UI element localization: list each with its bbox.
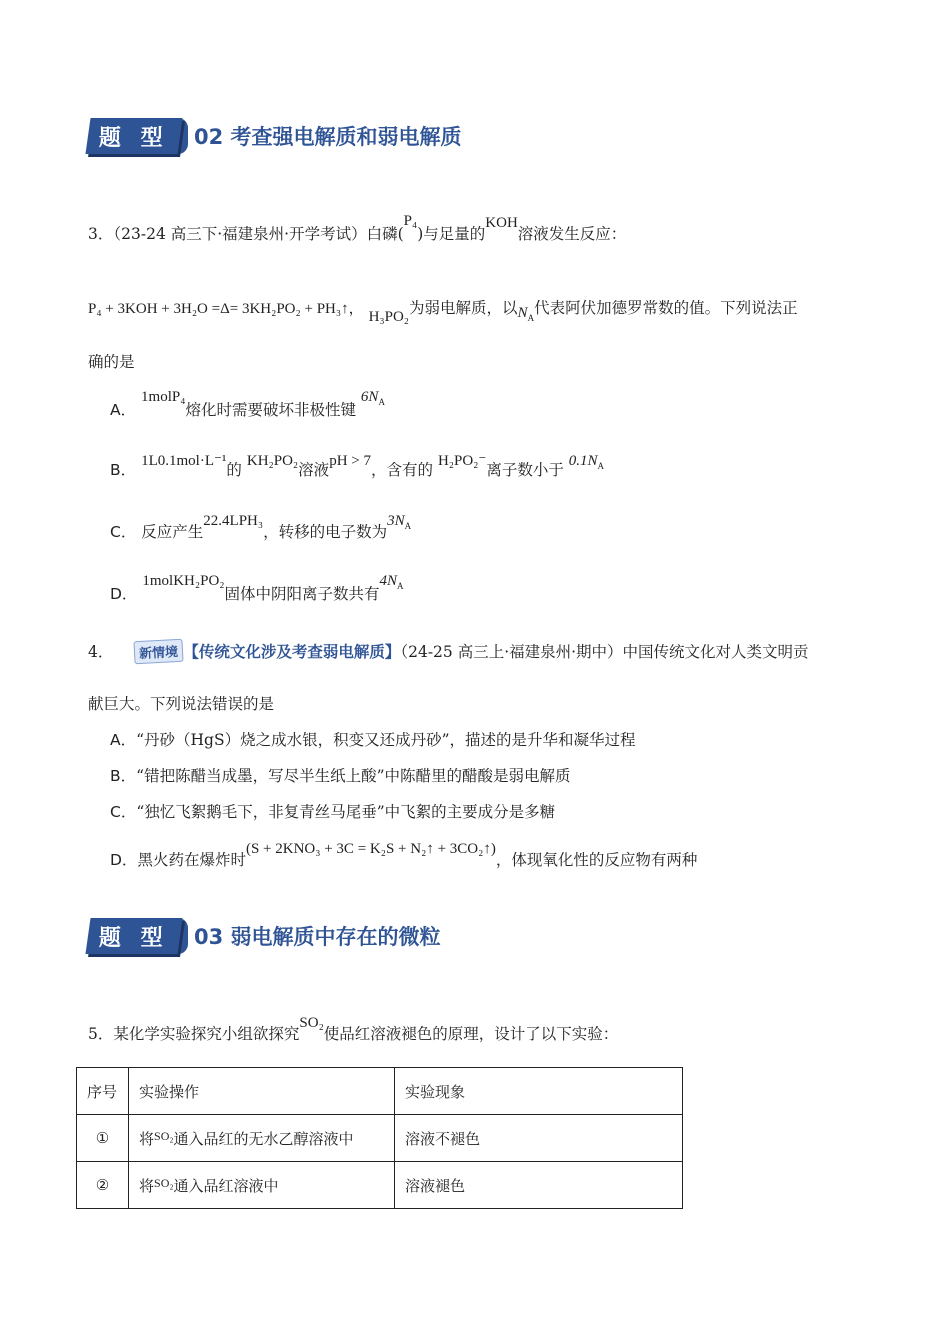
section-title: 02 考查强电解质和弱电解质 (194, 125, 462, 149)
table-cell: 溶液不褪色 (395, 1115, 683, 1162)
experiment-table (76, 1067, 683, 1209)
table-header-row (77, 1068, 683, 1115)
table-row (77, 1162, 683, 1209)
table-cell: 溶液褪色 (395, 1162, 683, 1209)
table-row (77, 1115, 683, 1162)
q3-stem-line3: 确的是 (88, 353, 135, 371)
table-header: 实验操作 (129, 1068, 395, 1115)
section-title: 03 弱电解质中存在的微粒 (194, 925, 441, 949)
question-number: 5． (88, 1025, 114, 1043)
q3-stem-line2: P₄ + 3KOH + 3H₂O =Δ= 3KH₂PO₂ + PH₃↑， H₃PO₂为弱电解质，以$N_A$代表阿伏加德罗常数的值。下列说法正 (88, 299, 798, 325)
q3-stem-line1: 3．（23-24 高三下·福建泉州·开学考试）白磷(P₄)与足量的KOH溶液发生反应： (88, 213, 627, 243)
q3-option-b: B． 1L0.1mol·L⁻¹的 KH₂PO₂溶液pH > 7，含有的 H₂PO₂⁻离子数小于 $0.1N_A$ (110, 453, 605, 479)
q4-option-d: D．黑火药在爆炸时(S + 2KNO₃ + 3C = K₂S + N₂↑ + 3CO₂↑)，体现氧化性的反应物有两种 (110, 841, 698, 869)
topic-label: 【传统文化涉及考查弱电解质】 (183, 643, 401, 661)
section-badge: 题 型 (85, 118, 182, 154)
q3-option-a: A． 1molP₄熔化时需要破坏非极性键 $6N_A$ (110, 389, 385, 419)
table-cell: 将$^{SO_2}$通入品红溶液中 (129, 1162, 395, 1209)
table-header: 序号 (77, 1068, 129, 1115)
table-header: 实验现象 (395, 1068, 683, 1115)
table-cell: ② (77, 1162, 129, 1209)
reaction-equation: P₄ + 3KOH + 3H₂O =Δ= 3KH₂PO₂ + PH₃↑， (88, 301, 364, 317)
question-number: 4． (88, 643, 114, 661)
q3-option-c: C． 反应产生22.4LPH₃，转移的电子数为$3N_A$ (110, 513, 412, 541)
section-banner-02 (88, 118, 462, 154)
section-badge: 题 型 (85, 918, 182, 954)
q4-option-c: C．“独忆飞絮鹅毛下，非复青丝马尾垂”中飞絮的主要成分是多糖 (110, 803, 556, 821)
table-cell: ① (77, 1115, 129, 1162)
q5-stem: 5．某化学实验探究小组欲探究SO₂使品红溶液褪色的原理，设计了以下实验： (88, 1015, 619, 1043)
table-cell: 将$^{SO_2}$通入品红的无水乙醇溶液中 (129, 1115, 395, 1162)
q4-option-b: B．“错把陈醋当成墨，写尽半生纸上酸”中陈醋里的醋酸是弱电解质 (110, 767, 571, 785)
q4-stem-line1: 4． 新情境 【传统文化涉及考查弱电解质】（24-25 高三上·福建泉州·期中）中国传统文化对人类文明贡 (88, 640, 809, 663)
question-number: 3． (88, 225, 114, 243)
section-banner-03 (88, 918, 441, 954)
q4-stem-line2: 献巨大。下列说法错误的是 (88, 695, 275, 713)
new-context-tag: 新情境 (134, 639, 184, 665)
q4-option-a: A．“丹砂（HgS）烧之成水银，积变又还成丹砂”，描述的是升华和凝华过程 (110, 731, 636, 749)
q3-option-d: D． 1molKH₂PO₂固体中阴阳离子数共有$4N_A$ (110, 573, 404, 603)
